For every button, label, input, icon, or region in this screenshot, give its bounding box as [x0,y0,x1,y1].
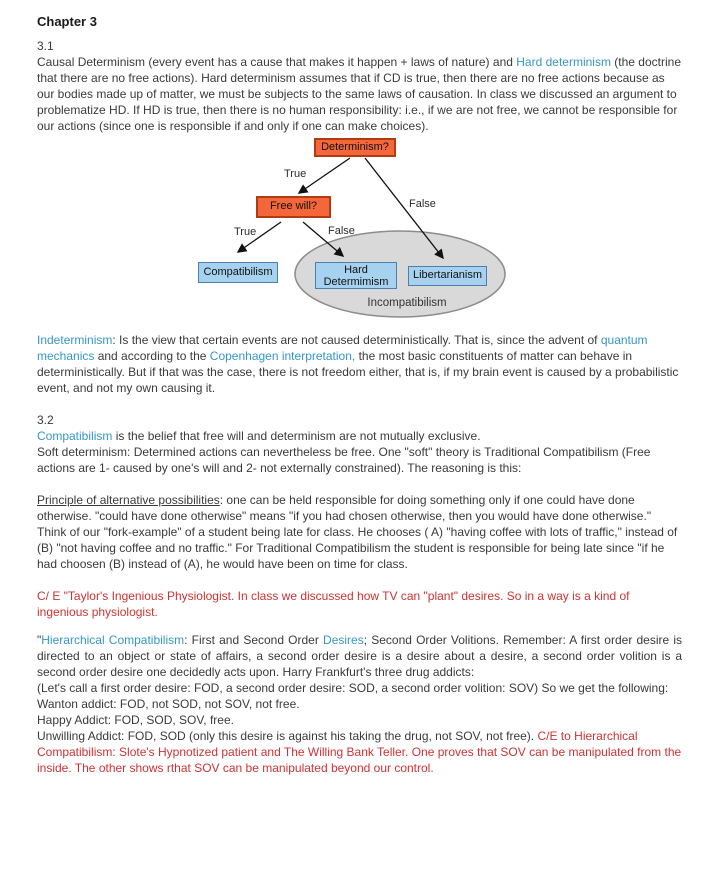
paragraph-compatibilism [37,428,682,444]
paragraph-text: ; Second Order Volitions. Remember: A first order desire is directed to an object or state of affairs, a second order desire is a desire about a desire, a second order volition is a second order desire one decidedly acts upon. Harry Frankfurt's three drug addicts: [37,633,682,679]
paragraph-hierarchical-compatibilism [37,632,682,680]
determinism-flowchart [37,136,682,326]
paragraph-unwilling-addict [37,728,682,776]
paragraph-ce-taylor: C/ E "Taylor's Ingenious Physiologist. In class we discussed how TV can "plant" desires. So in a way is a kind of ingenious physiologist. [37,589,630,619]
paragraph-causal-determinism [37,54,682,134]
paragraph-text: : Is the view that certain events are not caused deterministically. That is, since the advent of [112,333,601,347]
paragraph-text: Unwilling Addict: FOD, SOD (only this desire is against his taking the drug, not SOV, not free). [37,729,538,743]
paragraph-text: : one can be held responsible for doing something only if one could have done otherwise. "could have done otherwise" means "if you had chosen otherwise, then you would have done otherwise." Think of our "fork-example" of a student being late for class. He chooses ( A) "having coffee with lots of traffic," instead of (B) "not having coffee and no traffic." For Traditional Compatibilism the student is responsible for being late since "if he had choosen (B) instead of (A), he would have been on time for class. [37,493,678,571]
paragraph-text: : First and Second Order [184,633,324,647]
paragraph-text: Causal Determinism (every event has a cause that makes it happen + laws of nature) and [37,55,517,69]
section-label-3-1: 3.1 [37,39,54,53]
edge-label-false-2: False [328,225,355,237]
copenhagen-interpretation-link[interactable]: Copenhagen interpretation, [209,349,356,363]
paragraph-alternative-possibilities [37,492,682,572]
paragraph-text: and according to the [94,349,210,363]
paragraph-indeterminism [37,332,682,396]
node-freewill: Free will? [256,196,331,218]
paragraph-fod-sod-sov: (Let's call a first order desire: FOD, a second order desire: SOD, a second order volition: SOV) So we get the following: [37,681,669,695]
principle-underlined-term: Principle of alternative possibilities [37,493,220,507]
paragraph-text: the most basic constituents of matter can behave in deterministically. But if that was the case, there is not freedom either, that is, if my brain event is caused by a probabilistic event, and not my own causing it. [37,349,679,395]
edge-label-true-1: True [284,168,307,180]
document-page [37,13,682,776]
hierarchical-compatibilism-link[interactable]: Hierarchical Compatibilism [41,633,185,647]
indeterminism-link[interactable]: Indeterminism [37,333,113,347]
node-hard-determinism [315,262,397,289]
edge-label-true-2: True [234,226,257,238]
node-compatibilism: Compatibilism [198,262,278,283]
incompatibilism-group-label: Incompatibilism [367,297,447,309]
hard-determinism-link[interactable]: Hard determinism [516,55,611,69]
node-hard-determinism-line2: Determimism [323,276,389,288]
node-determinism: Determinism? [314,138,396,157]
paragraph-text: " [37,633,42,647]
line-wanton-addict: Wanton addict: FOD, not SOD, not SOV, not free. [37,697,300,711]
ce-hierarchical-note: C/E to Hierarchical Compatibilism: Slote's Hypnotized patient and The Willing Bank Teller. One proves that SOV can be manipulated from the inside. The other shows rthat SOV can be manipulated beyond our control. [37,729,682,775]
line-happy-addict: Happy Addict: FOD, SOD, SOV, free. [37,713,234,727]
quantum-mechanics-link[interactable]: quantum mechanics [37,333,648,363]
node-hard-determinism-line1: Hard [344,264,368,276]
paragraph-text: (the doctrine that there are no free actions). Hard determinism assumes that if CD is true, then there are no free actions because as our bodies made up of matter, we must be subjects to the same laws of causation. In class we discussed an argument to problematize HD. If HD is true, then there is no human responsibility: i.e., if we are not free, we cannot be responsible for our actions (since one is responsible if and only if one can make choices). [37,55,681,133]
paragraph-soft-determinism: Soft determinism: Determined actions can nevertheless be free. One "soft" theory is Traditional Compatibilism (Free actions are 1- caused by one's will and 2- not externally constrained). The reasoning is this: [37,445,651,475]
edge-label-false-1: False [409,198,436,210]
compatibilism-link[interactable]: Compatibilism [37,429,113,443]
section-label-3-2: 3.2 [37,413,54,427]
node-libertarianism: Libertarianism [408,266,487,286]
arrow-determinism-true-freewill [299,158,350,193]
paragraph-text: is the belief that free will and determinism are not mutually exclusive. [112,429,481,443]
desires-link[interactable]: Desires [323,633,364,647]
chapter-heading: Chapter 3 [37,14,97,29]
